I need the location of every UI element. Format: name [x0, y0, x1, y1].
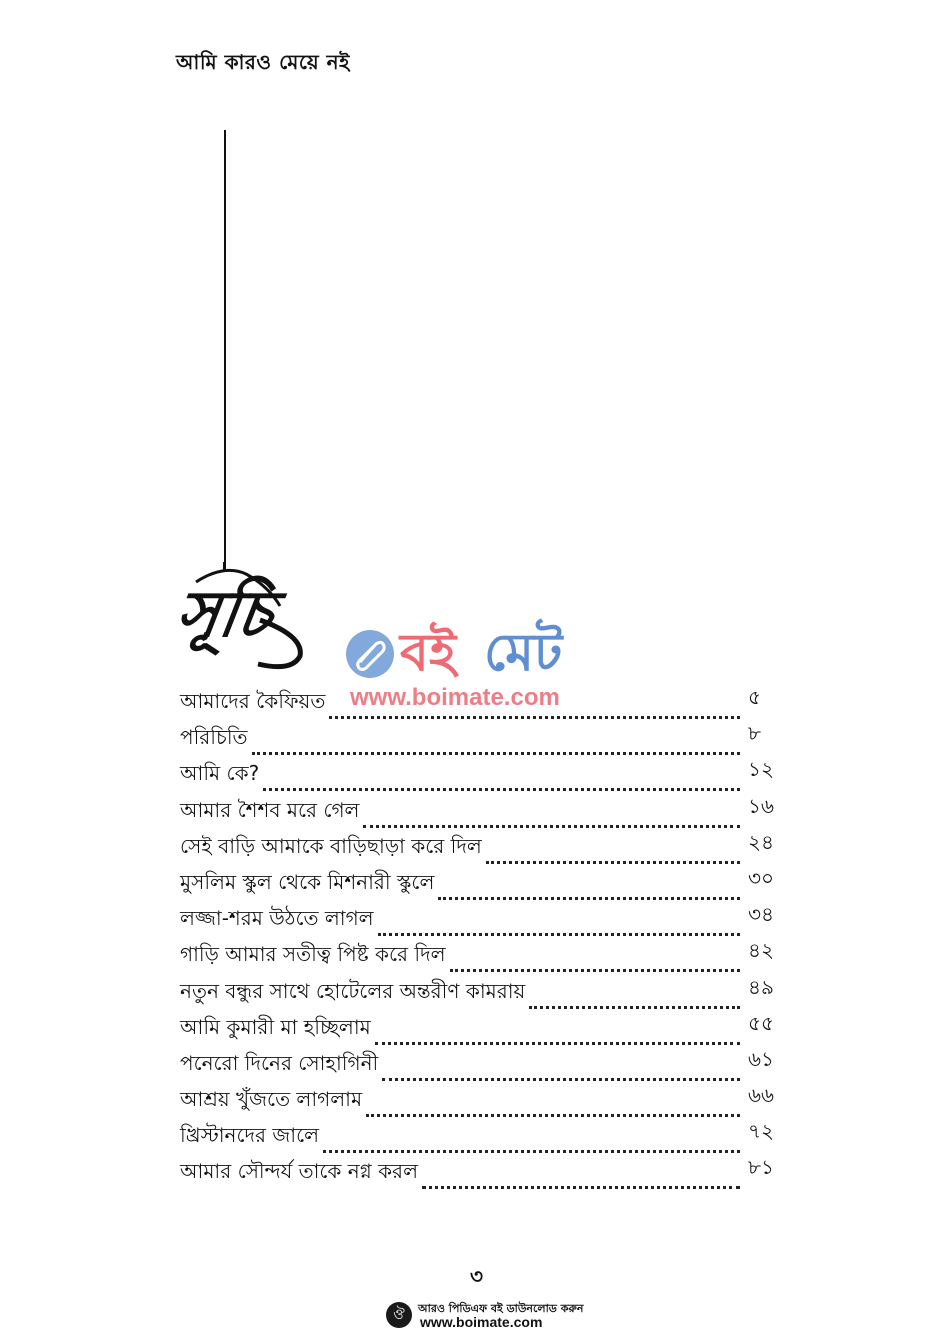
- toc-leader-dots: [378, 909, 740, 936]
- toc-entry-title: পরিচিতি: [180, 725, 248, 750]
- toc-entry-page: ৪৯: [748, 974, 774, 999]
- watermark-url: www.boimate.com: [350, 684, 560, 711]
- toc-entry-title: খ্রিস্টানদের জালে: [180, 1123, 320, 1148]
- toc-entry[interactable]: [180, 793, 780, 833]
- toc-leader-dots: [363, 801, 740, 828]
- toc-entry[interactable]: [180, 829, 780, 869]
- toc-entry[interactable]: [180, 1119, 780, 1158]
- toc-entry-page: ৩০: [748, 865, 775, 890]
- toc-entry-title: পনেরো দিনের সোহাগিনী: [180, 1050, 379, 1075]
- toc-leader-dots: [263, 764, 740, 791]
- running-title: আমি কারও মেয়ে নই: [176, 50, 350, 74]
- toc-entry-title: আমার সৌন্দর্য তাকে নগ্ন করল: [180, 1159, 418, 1184]
- toc-entry[interactable]: [180, 757, 780, 796]
- toc-entry[interactable]: [180, 974, 780, 1014]
- footer-url-link[interactable]: www.boimate.com: [420, 1314, 543, 1330]
- toc-entry-title: আমাদের কৈফিয়ত: [180, 689, 326, 713]
- toc-leader-dots: [252, 728, 740, 755]
- page-number: ৩: [470, 1264, 484, 1288]
- toc-leader-dots: [438, 873, 740, 900]
- watermark-brand-part1: বই: [400, 623, 456, 683]
- footer-cta-text: আরও পিডিএফ বই ডাউনলোড করুন: [418, 1302, 584, 1315]
- toc-entry-title: মুসলিম স্কুল থেকে মিশনারী স্কুলে: [180, 869, 435, 894]
- toc-leader-dots: [329, 692, 740, 719]
- toc-entry-page: ২৪: [748, 829, 774, 854]
- toc-leader-dots: [450, 945, 740, 972]
- toc-entry[interactable]: [180, 1155, 780, 1194]
- toc-leader-dots: [422, 1162, 740, 1189]
- toc-entry-page: ৬৬: [748, 1083, 775, 1108]
- toc-entry-title: লজ্জা-শরম উঠতে লাগল: [180, 906, 374, 931]
- toc-entry-page: ৪২: [748, 938, 774, 963]
- toc-entry[interactable]: [180, 1046, 780, 1086]
- toc-entry-title: আমি কুমারী মা হচ্ছিলাম: [180, 1014, 371, 1039]
- toc-entry-page: ৫: [748, 685, 761, 709]
- toc-entry[interactable]: [180, 865, 780, 905]
- boimate-logo-icon: ঔ: [386, 1302, 412, 1328]
- toc-leader-dots: [323, 1126, 740, 1153]
- watermark-brand-part2: মেট: [484, 623, 563, 683]
- toc-entry-page: ১৬: [748, 793, 774, 818]
- toc-entry-title: নতুন বন্ধুর সাথে হোটেলের অন্তরীণ কামরায়: [180, 978, 526, 1003]
- toc-entry-title: গাড়ি আমার সতীত্ব পিষ্ট করে দিল: [180, 942, 446, 967]
- toc-entry[interactable]: [180, 685, 780, 724]
- toc-entry-page: ৬১: [748, 1046, 774, 1071]
- toc-entry-page: ৮: [748, 721, 761, 746]
- decorative-vertical-line: [224, 130, 226, 570]
- toc-entry-page: ৮১: [748, 1155, 774, 1180]
- toc-entry-page: ৭২: [748, 1119, 775, 1144]
- toc-entry[interactable]: [180, 938, 780, 977]
- download-footer[interactable]: [386, 1300, 586, 1334]
- paperclip-icon: [344, 628, 396, 680]
- contents-heading: [171, 560, 316, 672]
- toc-entry-title: আশ্রয় খুঁজতে লাগলাম: [180, 1087, 363, 1112]
- table-of-contents: [180, 685, 780, 1195]
- toc-entry[interactable]: [180, 721, 780, 760]
- toc-leader-dots: [382, 1054, 740, 1081]
- contents-heading-text: সূচি: [171, 577, 278, 652]
- toc-entry-page: ৫৫: [748, 1010, 774, 1035]
- toc-entry-page: ১২: [748, 757, 774, 782]
- toc-entry[interactable]: [180, 1083, 780, 1122]
- toc-leader-dots: [486, 837, 740, 864]
- toc-entry-title: সেই বাড়ি আমাকে বাড়িছাড়া করে দিল: [180, 833, 482, 858]
- toc-entry-title: আমার শৈশব মরে গেল: [180, 797, 360, 822]
- toc-entry[interactable]: [180, 902, 780, 941]
- toc-entry[interactable]: [180, 1010, 780, 1050]
- toc-leader-dots: [375, 1018, 740, 1045]
- toc-entry-page: ৩৪: [748, 902, 774, 927]
- toc-leader-dots: [529, 982, 740, 1009]
- toc-entry-title: আমি কে?: [180, 761, 260, 786]
- toc-leader-dots: [366, 1090, 740, 1117]
